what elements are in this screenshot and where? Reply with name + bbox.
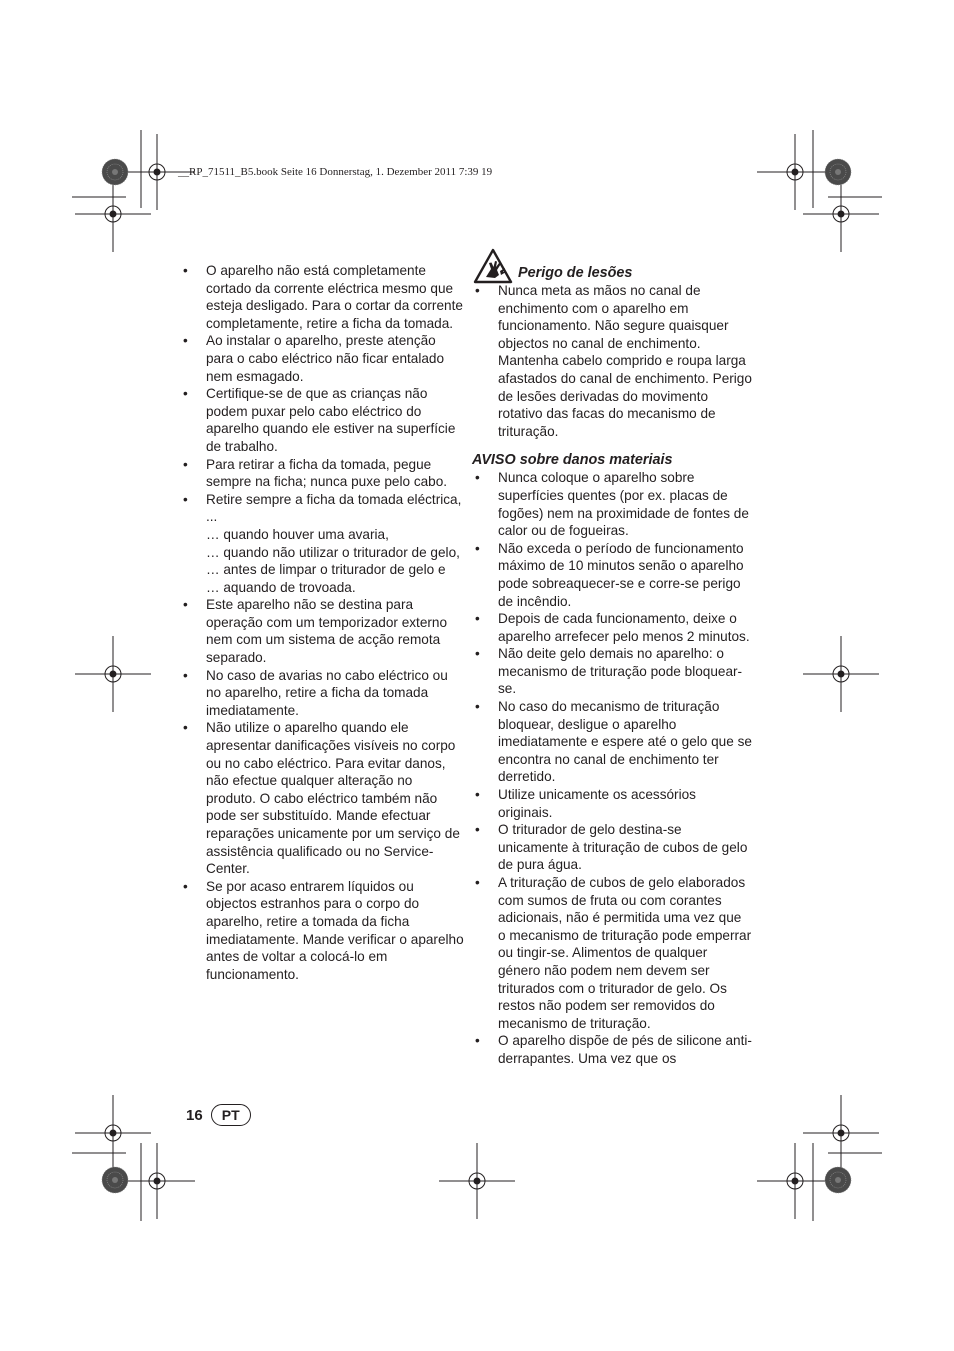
list-item: • Não exceda o período de funcionamento máximo de 10 minutos senão o aparelho pode sobreaquecer-se e corre-se perigo de incêndio. [472,540,752,610]
section-title: AVISO sobre danos materiais [472,452,673,469]
list-item: • Ao instalar o aparelho, preste atenção para o cabo eléctrico não ficar entalado nem esmagado. [180,332,465,385]
sublist-item: … antes de limpar o triturador de gelo e [206,562,446,578]
list-item: • Nunca meta as mãos no canal de enchimento com o aparelho em funcionamento. Não segure quaisquer objectos no canal de enchimento. Mantenha cabelo comprido e roupa larga afastados do canal de enchimento. Perigo de lesões derivadas do movimento rotativo das facas do mecanismo de trituração. [472,282,752,440]
sublist-item: … aquando de trovoada. [206,579,356,595]
list-item: • O triturador de gelo destina-se unicamente à trituração de cubos de gelo de pura água. [472,821,752,874]
list-item: • No caso de avarias no cabo eléctrico ou no aparelho, retire a ficha da tomada imediatamente. [180,667,465,720]
list-item: • Certifique-se de que as crianças não podem puxar pelo cabo eléctrico do aparelho quando ele estiver na superfície de trabalho. [180,385,465,455]
list-item [180,491,465,597]
right-column [472,262,752,1068]
left-column [180,262,465,983]
list-item: • A trituração de cubos de gelo elaborados com sumos de fruta ou com corantes adicionais, não é permitida uma vez que o mecanismo de trituração pode emperrar ou tingir-se. Alimentos de qualquer género não podem nem devem ser triturados com o triturador de gelo. Os restos não podem ser removidos do mecanismo de trituração. [472,874,752,1032]
list-item: • No caso do mecanismo de trituração bloquear, desligue o aparelho imediatamente e espere até o gelo que se encontra no canal de enchimento ter derretido. [472,698,752,786]
list-item: • Para retirar a ficha da tomada, pegue sempre na ficha; nunca puxe pelo cabo. [180,456,465,491]
language-badge: PT [211,1104,251,1126]
sublist-item: … quando houver uma avaria, [206,526,389,542]
sublist-item: … quando não utilizar o triturador de gelo, [206,544,460,560]
list-item: • Se por acaso entrarem líquidos ou objectos estranhos para o corpo do aparelho, retire a tomada da ficha imediatamente. Mande verificar o aparelho antes de voltar a colocá-lo em funcionamento. [180,878,465,984]
list-item: • Nunca coloque o aparelho sobre superfícies quentes (por ex. placas de fogões) nem na proximidade de fontes de calor ou de fogueiras. [472,469,752,539]
list-item: • Utilize unicamente os acessórios originais. [472,786,752,821]
list-item: • Não deite gelo demais no aparelho: o mecanismo de trituração pode bloquear-se. [472,645,752,698]
list-item: • O aparelho dispõe de pés de silicone anti-derrapantes. Uma vez que os [472,1032,752,1067]
list-item: • O aparelho não está completamente cortado da corrente eléctrica mesmo que esteja desligado. Para o cortar da corrente completamente, retire a ficha da tomada. [180,262,465,332]
injury-list [472,282,752,440]
section-title: Perigo de lesões [518,265,633,281]
hand-injury-warning-icon [473,248,513,284]
list-item: • Não utilize o aparelho quando ele apresentar danificações visíveis no corpo ou no cabo eléctrico. Para evitar danos, não efectue qualquer alteração no produto. O cabo eléctrico também não pode ser substituído. Mande efectuar reparações unicamente por um serviço de assistência qualificado ou no Service-Center. [180,719,465,877]
list-item: • Depois de cada funcionamento, deixe o aparelho arrefecer pelo menos 2 minutos. [472,610,752,645]
print-header: __RP_71511_B5.book Seite 16 Donnerstag, 1. Dezember 2011 7:39 19 [178,166,493,178]
safety-list [180,262,465,983]
list-item: • Este aparelho não se destina para operação com um temporizador externo nem com um sistema de acção remota separado. [180,596,465,666]
injury-heading [472,262,752,282]
damage-list [472,469,752,1067]
list-item-text: • Retire sempre a ficha da tomada eléctrica, ... [206,491,462,525]
sublist [206,526,465,596]
page-number: 16 [186,1106,203,1124]
page-footer [186,1104,251,1126]
